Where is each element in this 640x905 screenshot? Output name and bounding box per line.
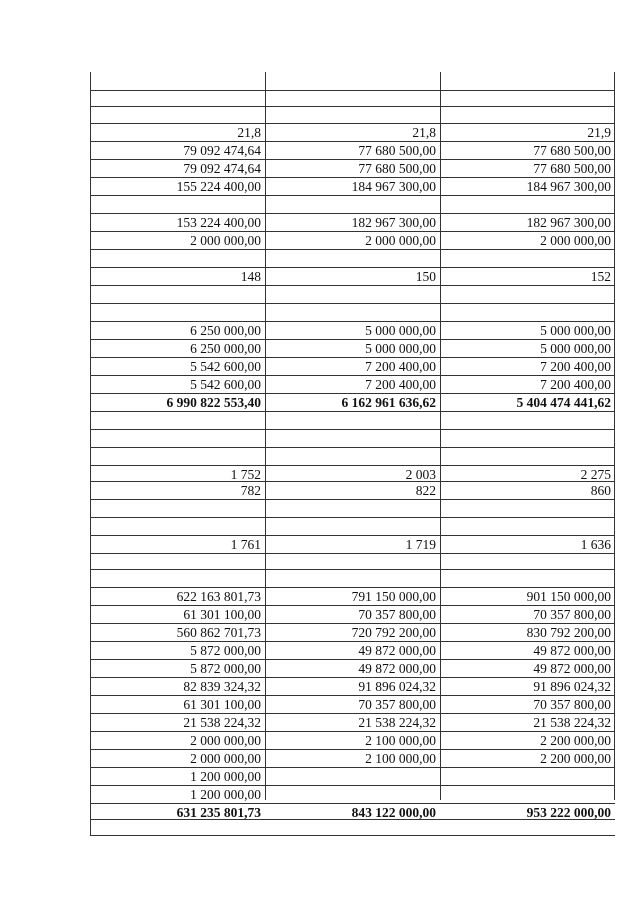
- table-cell: 2 000 000,00: [190, 733, 261, 748]
- column-divider: [265, 72, 266, 800]
- column-divider-right: [614, 72, 615, 800]
- table-cell: 1 200 000,00: [190, 787, 261, 802]
- table-cell: 2 100 000,00: [365, 733, 436, 748]
- table-cell: [442, 786, 611, 803]
- table-cell: 1 761: [230, 537, 261, 552]
- row-divider: [90, 249, 615, 250]
- table-cell: 6 162 961 636,62: [341, 395, 436, 410]
- table-cell: 2 200 000,00: [540, 733, 611, 748]
- table-cell: 6 250 000,00: [190, 341, 261, 356]
- table-cell: 79 092 474,64: [183, 143, 261, 158]
- row-divider: [90, 285, 615, 286]
- table-cell: 5 542 600,00: [190, 359, 261, 374]
- table-cell: 1 752: [230, 467, 261, 482]
- table-cell: 6 250 000,00: [190, 323, 261, 338]
- table-cell: 77 680 500,00: [358, 161, 436, 176]
- table-cell: 49 872 000,00: [358, 643, 436, 658]
- table-cell: 5 872 000,00: [190, 661, 261, 676]
- table-cell: 1 200 000,00: [190, 769, 261, 784]
- table-cell: 82 839 324,32: [183, 679, 261, 694]
- table-cell: 153 224 400,00: [176, 215, 261, 230]
- table-cell: 860: [590, 483, 611, 498]
- table-cell: 5 000 000,00: [365, 341, 436, 356]
- table-cell: 7 200 400,00: [540, 377, 611, 392]
- table-cell: 2 000 000,00: [190, 751, 261, 766]
- table-cell: 843 122 000,00: [351, 805, 436, 820]
- row-divider: [90, 411, 615, 412]
- table-cell: 21 538 224,32: [183, 715, 261, 730]
- table-cell: 70 357 800,00: [533, 607, 611, 622]
- table-cell: 5 872 000,00: [190, 643, 261, 658]
- table-cell: 622 163 801,73: [176, 589, 261, 604]
- column-divider: [440, 72, 441, 800]
- table-cell: 184 967 300,00: [526, 179, 611, 194]
- table-cell: [267, 768, 436, 785]
- table-cell: 6 990 822 553,40: [166, 395, 261, 410]
- table-cell: 2 100 000,00: [365, 751, 436, 766]
- row-divider: [90, 835, 615, 836]
- row-divider: [90, 569, 615, 570]
- table-cell: [442, 768, 611, 785]
- table-cell: 5 542 600,00: [190, 377, 261, 392]
- row-divider: [90, 499, 615, 500]
- table-cell: 631 235 801,73: [176, 805, 261, 820]
- table-cell: 21,9: [587, 125, 611, 140]
- table-cell: 77 680 500,00: [533, 161, 611, 176]
- table-cell: 1 636: [580, 537, 611, 552]
- table-cell: 5 000 000,00: [540, 341, 611, 356]
- table-cell: 91 896 024,32: [358, 679, 436, 694]
- table-cell: 2 200 000,00: [540, 751, 611, 766]
- table-cell: 782: [240, 483, 261, 498]
- table-cell: 791 150 000,00: [351, 589, 436, 604]
- table-cell: 182 967 300,00: [526, 215, 611, 230]
- table-cell: 91 896 024,32: [533, 679, 611, 694]
- table-cell: 61 301 100,00: [183, 607, 261, 622]
- row-divider: [90, 195, 615, 196]
- table-cell: [267, 786, 436, 803]
- column-divider-left: [90, 72, 91, 835]
- table-cell: 184 967 300,00: [351, 179, 436, 194]
- table-cell: 2 000 000,00: [190, 233, 261, 248]
- table-cell: 7 200 400,00: [540, 359, 611, 374]
- table-cell: 152: [590, 269, 611, 284]
- table-cell: 79 092 474,64: [183, 161, 261, 176]
- table-cell: 49 872 000,00: [533, 661, 611, 676]
- table-cell: 21 538 224,32: [358, 715, 436, 730]
- table-cell: 21,8: [412, 125, 436, 140]
- table-cell: 901 150 000,00: [526, 589, 611, 604]
- row-divider: [90, 90, 615, 91]
- table-cell: 5 404 474 441,62: [516, 395, 611, 410]
- table-cell: 953 222 000,00: [526, 805, 611, 820]
- table-cell: 7 200 400,00: [365, 359, 436, 374]
- row-divider: [90, 553, 615, 554]
- row-divider: [90, 106, 615, 107]
- row-divider: [90, 303, 615, 304]
- table-cell: 49 872 000,00: [358, 661, 436, 676]
- table-cell: 2 000 000,00: [540, 233, 611, 248]
- table-cell: 2 000 000,00: [365, 233, 436, 248]
- table-cell: 70 357 800,00: [533, 697, 611, 712]
- table-cell: 155 224 400,00: [176, 179, 261, 194]
- table-cell: 182 967 300,00: [351, 215, 436, 230]
- table-cell: 61 301 100,00: [183, 697, 261, 712]
- row-divider: [90, 517, 615, 518]
- table-cell: 830 792 200,00: [526, 625, 611, 640]
- table-cell: 21 538 224,32: [533, 715, 611, 730]
- table-cell: 77 680 500,00: [358, 143, 436, 158]
- table-cell: 7 200 400,00: [365, 377, 436, 392]
- table-cell: 148: [240, 269, 261, 284]
- table-cell: 2 003: [405, 467, 436, 482]
- table-cell: 720 792 200,00: [351, 625, 436, 640]
- table-cell: 77 680 500,00: [533, 143, 611, 158]
- table-cell: 1 719: [405, 537, 436, 552]
- row-divider: [90, 429, 615, 430]
- table-cell: 560 862 701,73: [176, 625, 261, 640]
- table-cell: 2 275: [580, 467, 611, 482]
- table-cell: 70 357 800,00: [358, 607, 436, 622]
- row-divider: [90, 447, 615, 448]
- table-cell: 21,8: [237, 125, 261, 140]
- table-cell: 70 357 800,00: [358, 697, 436, 712]
- table-cell: 5 000 000,00: [540, 323, 611, 338]
- table-cell: 822: [415, 483, 436, 498]
- table-cell: 150: [415, 269, 436, 284]
- table-cell: 5 000 000,00: [365, 323, 436, 338]
- table-cell: 49 872 000,00: [533, 643, 611, 658]
